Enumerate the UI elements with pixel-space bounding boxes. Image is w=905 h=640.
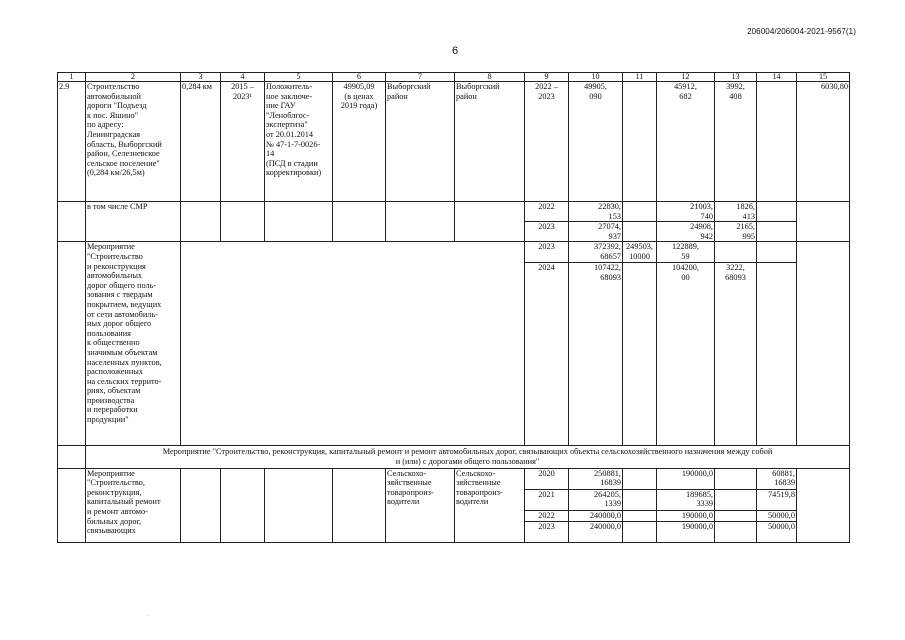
col14-cell: [757, 82, 797, 202]
col-header: 7: [386, 73, 455, 82]
measure-year: 2020: [525, 468, 569, 489]
construction-period: 2015 – 2023¹: [221, 82, 265, 202]
col-header: 10: [569, 73, 623, 82]
empty-cell: [797, 242, 850, 446]
smr-regional: 24908, 942: [657, 222, 715, 242]
empty-cell: [58, 242, 86, 446]
measure-total: 240000,0: [569, 521, 623, 542]
measure-total: 264205, 1339: [569, 489, 623, 510]
executor: Выборгский район: [455, 82, 525, 202]
measure-local: [715, 242, 757, 263]
smr-label: в том числе СМР: [86, 202, 181, 242]
measure-local: 3222, 68093: [715, 263, 757, 446]
measure-name: Мероприятие "Строительство и реконструкция автомобильных дорог общего поль- зования с твердым покрытием, ведущих от сети автомобиль- ных дорог общего пользования к общественно значимым объектам населенных пунктов, расположенных на сельских террито- риях, объектам производства и переработки продукции": [86, 242, 181, 446]
measure-name: Мероприятие "Строительство, реконструкция, капитальный ремонт и ремонт автомо- бильных дорог, связывающих: [86, 468, 181, 542]
col-header: 4: [221, 73, 265, 82]
measure-local: 50000,0: [757, 521, 797, 542]
empty-cell: [181, 202, 221, 242]
empty-cell: [757, 263, 797, 446]
empty-cell: [623, 222, 657, 242]
scan-artifact: .: [148, 612, 150, 618]
col-header: 3: [181, 73, 221, 82]
measure-year: 2024: [525, 263, 569, 446]
table-row: [58, 242, 850, 263]
object-name: Строительство автомобильной дороги "Подъезд к пос. Яшино" по адресу: Ленинградская область, Выборгский район, Селезневское сельское поселение" (0,284 км/26,5м): [86, 82, 181, 202]
measure-total: 240000,0: [569, 510, 623, 521]
col-header: 8: [455, 73, 525, 82]
local-amount: 3992, 408: [715, 82, 757, 202]
section-title: Мероприятие "Строительство, реконструкция, капитальный ремонт и ремонт автомобильных дорог, связывающих объекты сельскохозяйственного назначения между собой и (или) с дорогами общего пользования": [86, 446, 850, 468]
measure-federal: [623, 263, 657, 446]
empty-cell: [58, 468, 86, 542]
measure-local: 74519,8: [757, 489, 797, 510]
measure-total: 372392, 68657: [569, 242, 623, 263]
smr-year: 2023: [525, 222, 569, 242]
empty-cell: [623, 468, 657, 489]
col-header: 6: [333, 73, 386, 82]
page-number: 6: [451, 45, 459, 57]
col15-cell: 6030,80: [797, 82, 850, 202]
measure-local: 60881, 16839: [757, 468, 797, 489]
empty-cell: [715, 468, 757, 489]
empty-cell: [265, 202, 333, 242]
measure-year: 2023: [525, 242, 569, 263]
measure-year: 2021: [525, 489, 569, 510]
smr-regional: 21003, 740: [657, 202, 715, 222]
col-header: 1: [58, 73, 86, 82]
smr-total: 27074, 937: [569, 222, 623, 242]
program-table: [57, 72, 850, 543]
empty-cell: [333, 468, 386, 542]
measure-year: 2023: [525, 521, 569, 542]
empty-cell: [623, 202, 657, 222]
measure-regional: 104200, 00: [657, 263, 715, 446]
table-row: [58, 202, 850, 222]
smr-year: 2022: [525, 202, 569, 222]
row-number: 2.9: [58, 82, 86, 202]
total-amount: 49905, 090: [569, 82, 623, 202]
empty-cell: [623, 521, 657, 542]
table-row: [58, 468, 850, 489]
table-row: [58, 446, 850, 468]
measure-total: 107422, 68093: [569, 263, 623, 446]
empty-cell: [623, 489, 657, 510]
col-header: 13: [715, 73, 757, 82]
col-header: 5: [265, 73, 333, 82]
object-length: 0,284 км: [181, 82, 221, 202]
measure-total: 250881, 16839: [569, 468, 623, 489]
measure-federal: 249503, 10000: [623, 242, 657, 263]
empty-cell: [386, 202, 455, 242]
col-header: 2: [86, 73, 181, 82]
empty-cell: [181, 242, 525, 446]
empty-cell: [757, 222, 797, 242]
empty-cell: [333, 202, 386, 242]
empty-cell: [757, 242, 797, 263]
measure-regional: 189685, 3339: [657, 489, 715, 510]
table-row: [58, 82, 850, 202]
empty-cell: [221, 468, 265, 542]
empty-cell: [715, 521, 757, 542]
smr-local: 2165, 995: [715, 222, 757, 242]
empty-cell: [221, 202, 265, 242]
measure-regional: 190000,0: [657, 468, 715, 489]
empty-cell: [715, 510, 757, 521]
smr-local: 1826, 413: [715, 202, 757, 222]
empty-cell: [757, 202, 797, 222]
empty-cell: [797, 202, 850, 242]
column-number-row: [58, 73, 850, 82]
empty-cell: [623, 510, 657, 521]
expertise-conclusion: Положитель- ное заключе- ние ГАУ "Леноблгос- экспертиза" от 20.01.2014 № 47-1-7-0026- 14 (ПСД в стадии корректировки): [265, 82, 333, 202]
regional-amount: 45912, 682: [657, 82, 715, 202]
col-header: 11: [623, 73, 657, 82]
measure-local: 50000,0: [757, 510, 797, 521]
measure-regional: 190000,0: [657, 521, 715, 542]
empty-cell: [455, 202, 525, 242]
executor: Сельскохо- зяйственные товаропроиз- водители: [455, 468, 525, 542]
federal-amount: [623, 82, 657, 202]
customer: Сельскохо- зяйственные товаропроиз- водители: [386, 468, 455, 542]
empty-cell: [181, 468, 221, 542]
empty-cell: [58, 202, 86, 242]
customer: Выборгский район: [386, 82, 455, 202]
empty-cell: [58, 446, 86, 468]
estimated-cost: 49905,09 (в ценах 2019 года): [333, 82, 386, 202]
measure-regional: 190000,0: [657, 510, 715, 521]
measure-regional: 122889, 59: [657, 242, 715, 263]
empty-cell: [265, 468, 333, 542]
col-header: 9: [525, 73, 569, 82]
empty-cell: [715, 489, 757, 510]
financing-years: 2022 – 2023: [525, 82, 569, 202]
empty-cell: [797, 468, 850, 542]
measure-year: 2022: [525, 510, 569, 521]
document-id: 206004/206004-2021-9567(1): [747, 27, 856, 36]
smr-total: 22830, 153: [569, 202, 623, 222]
col-header: 14: [757, 73, 797, 82]
col-header: 12: [657, 73, 715, 82]
col-header: 15: [797, 73, 850, 82]
